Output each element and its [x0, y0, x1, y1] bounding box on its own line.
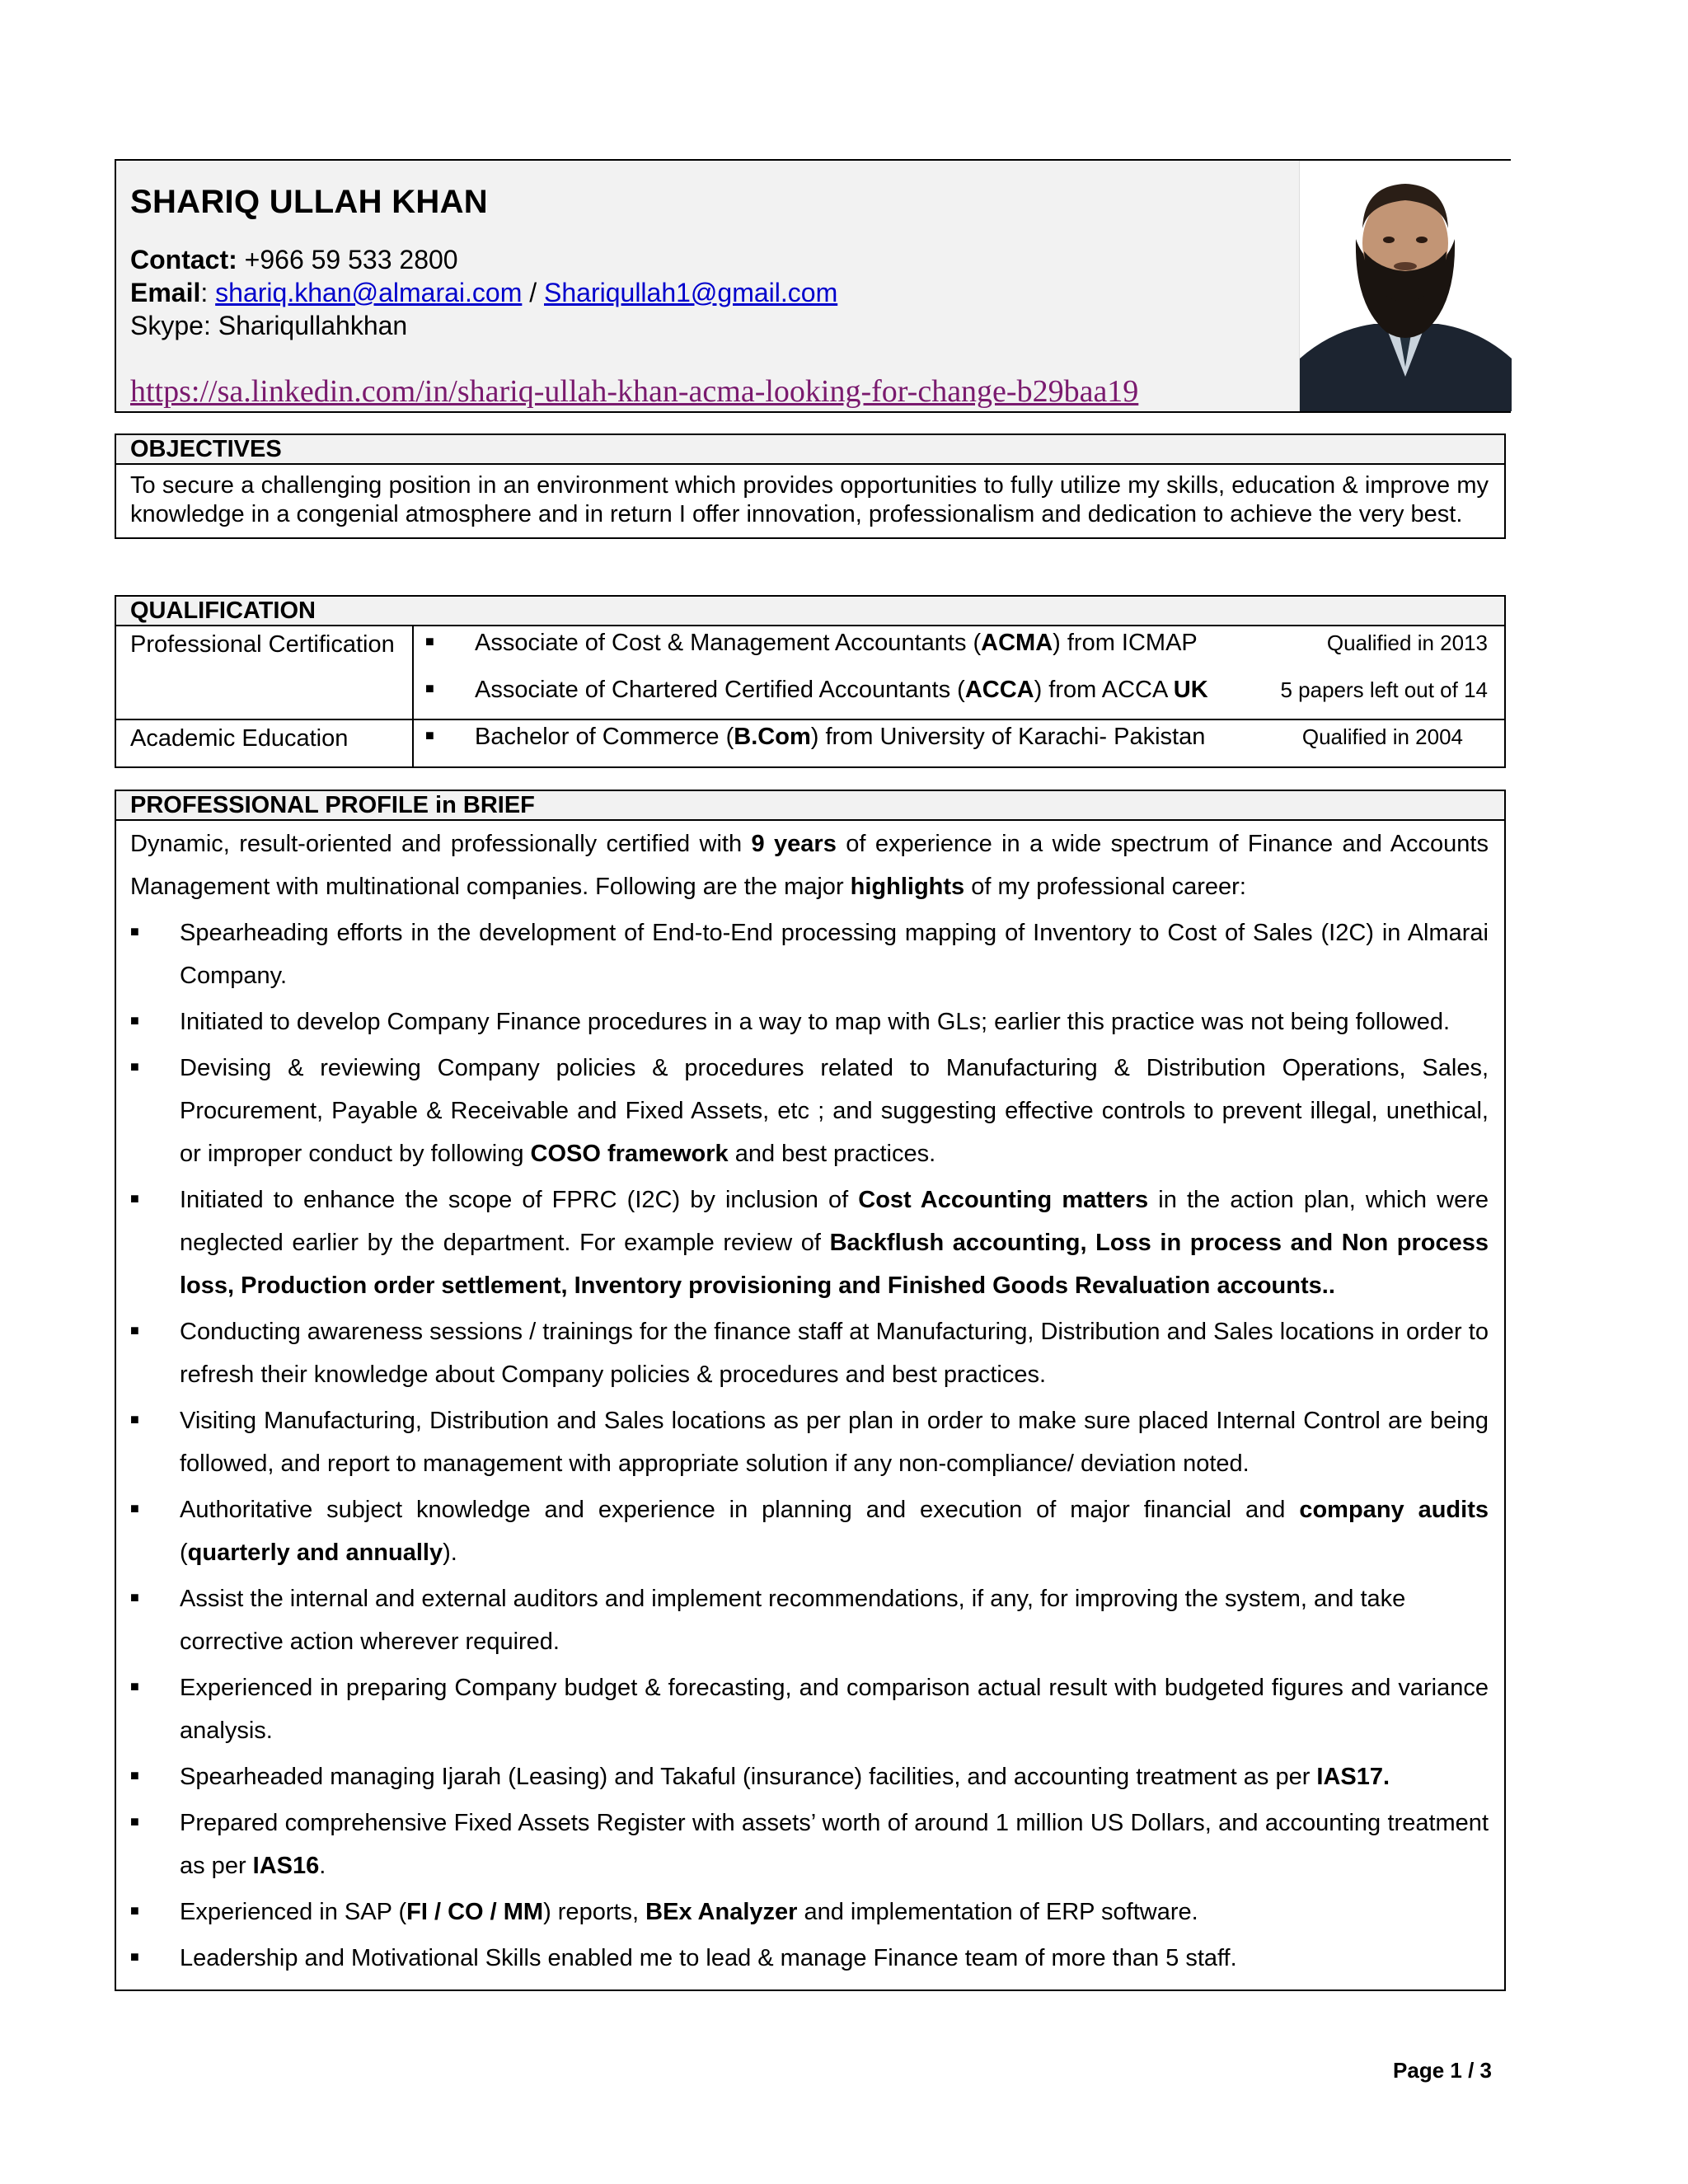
list-item: ■ Assist the internal and external auditors and implement recommendations, if any, for improving the system, and take corrective action wherever required.	[130, 1577, 1489, 1663]
bullet-icon: ■	[130, 1500, 139, 1516]
objectives-title: OBJECTIVES	[116, 435, 1504, 465]
qualification-row-professional	[116, 626, 1504, 719]
qualification-item-acca	[425, 675, 1488, 707]
qualification-text: Bachelor of Commerce (B.Com) from University of Karachi- Pakistan	[475, 724, 1206, 750]
bullet-icon: ■	[130, 1589, 139, 1605]
header-text	[130, 184, 1268, 342]
professional-certification-list	[414, 626, 1504, 719]
qualification-note: Qualified in 2004	[1301, 724, 1463, 749]
qualification-row-academic	[116, 719, 1504, 766]
academic-education-label: Academic Education	[116, 720, 414, 766]
qualification-note: 5 papers left out of 14	[1280, 677, 1488, 702]
objectives-text: To secure a challenging position in an environment which provides opportunities to fully utilize my skills, education & improve my knowledge in a congenial atmosphere and in return I offer innovation, professionalism and dedication to achieve the very best.	[130, 472, 1489, 527]
profile-section	[115, 790, 1506, 1991]
list-item: ■ Leadership and Motivational Skills enabled me to lead & manage Finance team of more than 5 staff.	[130, 1937, 1489, 1980]
profile-intro: Dynamic, result-oriented and professionally certified with 9 years of experience in a wide spectrum of Finance and Accounts Management with multinational companies. Following are the major highlights of my professional career:	[130, 831, 1489, 900]
list-item: ■ Spearheading efforts in the development of End-to-End processing mapping of Inventory to Cost of Sales (I2C) in Almarai Company.	[130, 912, 1489, 997]
bullet-icon: ■	[130, 1813, 139, 1830]
list-item: ■ Initiated to develop Company Finance procedures in a way to map with GLs; earlier this practice was not being followed.	[130, 1001, 1489, 1043]
linkedin-link[interactable]: https://sa.linkedin.com/in/shariq-ullah-khan-acma-looking-for-change-b29baa19	[130, 374, 1139, 409]
list-item: ■ Prepared comprehensive Fixed Assets Register with assets’ worth of around 1 million US Dollars, and accounting treatment as per IAS16.	[130, 1802, 1489, 1887]
bullet-icon: ■	[130, 1411, 139, 1427]
qualification-title: QUALIFICATION	[116, 597, 1504, 626]
skype-line: Skype: Shariqullahkhan	[130, 311, 408, 340]
objectives-section	[115, 434, 1506, 539]
bullet-icon: ■	[130, 1902, 139, 1919]
email-link-work[interactable]: shariq.khan@almarai.com	[215, 278, 523, 307]
candidate-name: SHARIQ ULLAH KHAN	[130, 184, 488, 220]
email-separator: /	[529, 278, 537, 307]
email-line: Email: shariq.khan@almarai.com / Shariqullah1@gmail.com	[130, 278, 838, 307]
qualification-text: Associate of Chartered Certified Accountants (ACCA) from ACCA UK	[475, 677, 1208, 703]
qualification-section	[115, 595, 1506, 768]
bullet-icon: ■	[130, 1012, 139, 1029]
bullet-icon: ■	[425, 727, 434, 743]
qualification-note: Qualified in 2013	[1326, 630, 1488, 655]
contact-label: Contact:	[130, 245, 237, 274]
bullet-icon: ■	[130, 1767, 139, 1783]
bullet-icon: ■	[130, 923, 139, 940]
list-item: ■ Initiated to enhance the scope of FPRC (I2C) by inclusion of Cost Accounting matters in the action plan, which were neglected earlier by the department. For example review of Backflush accounting, Loss in process and Non process loss, Production order settlement, Inventory provisioning and Finished Goods Revaluation accounts..	[130, 1179, 1489, 1307]
list-item: ■ Devising & reviewing Company policies & procedures related to Manufacturing & Distribution Operations, Sales, Procurement, Payable & Receivable and Fixed Assets, etc ; and suggesting effective controls to prevent illegal, unethical, or improper conduct by following COSO framework and best practices.	[130, 1047, 1489, 1175]
contact-line	[130, 243, 1268, 276]
list-item: ■ Experienced in preparing Company budget & forecasting, and comparison actual result with budgeted figures and variance analysis.	[130, 1666, 1489, 1752]
profile-highlights-list	[130, 912, 1489, 1980]
contact-phone: +966 59 533 2800	[244, 245, 458, 274]
bullet-icon: ■	[425, 680, 434, 696]
bullet-icon: ■	[130, 1322, 139, 1338]
profile-title: PROFESSIONAL PROFILE in BRIEF	[116, 791, 1504, 821]
list-item: ■ Spearheaded managing Ijarah (Leasing) and Takaful (insurance) facilities, and accounting treatment as per IAS17.	[130, 1755, 1489, 1798]
list-item: ■ Conducting awareness sessions / trainings for the finance staff at Manufacturing, Distribution and Sales locations in order to refresh their knowledge about Company policies & procedures and best practices.	[130, 1310, 1489, 1396]
email-link-personal[interactable]: Shariqullah1@gmail.com	[544, 278, 838, 307]
professional-certification-label: Professional Certification	[116, 626, 414, 719]
academic-education-list	[414, 720, 1504, 766]
profile-body	[116, 821, 1504, 1990]
list-item: ■ Experienced in SAP (FI / CO / MM) reports, BEx Analyzer and implementation of ERP software.	[130, 1891, 1489, 1933]
profile-photo	[1299, 161, 1512, 411]
qualification-text: Associate of Cost & Management Accountants (ACMA) from ICMAP	[475, 630, 1198, 656]
email-label: Email	[130, 278, 201, 307]
list-item: ■ Authoritative subject knowledge and experience in planning and execution of major financial and company audits (quarterly and annually).	[130, 1488, 1489, 1574]
bullet-icon: ■	[130, 1058, 139, 1075]
qualification-item-bcom	[425, 722, 1488, 754]
bullet-icon: ■	[130, 1190, 139, 1207]
bullet-icon: ■	[130, 1678, 139, 1694]
bullet-icon: ■	[425, 633, 434, 649]
header-box	[115, 159, 1511, 413]
list-item: ■ Visiting Manufacturing, Distribution and Sales locations as per plan in order to make sure placed Internal Control are being followed, and report to management with appropriate solution if any non-compliance/ deviation noted.	[130, 1399, 1489, 1485]
bullet-icon: ■	[130, 1948, 139, 1965]
qualification-item-acma	[425, 628, 1488, 660]
page-number: Page 1 / 3	[1393, 2058, 1492, 2083]
